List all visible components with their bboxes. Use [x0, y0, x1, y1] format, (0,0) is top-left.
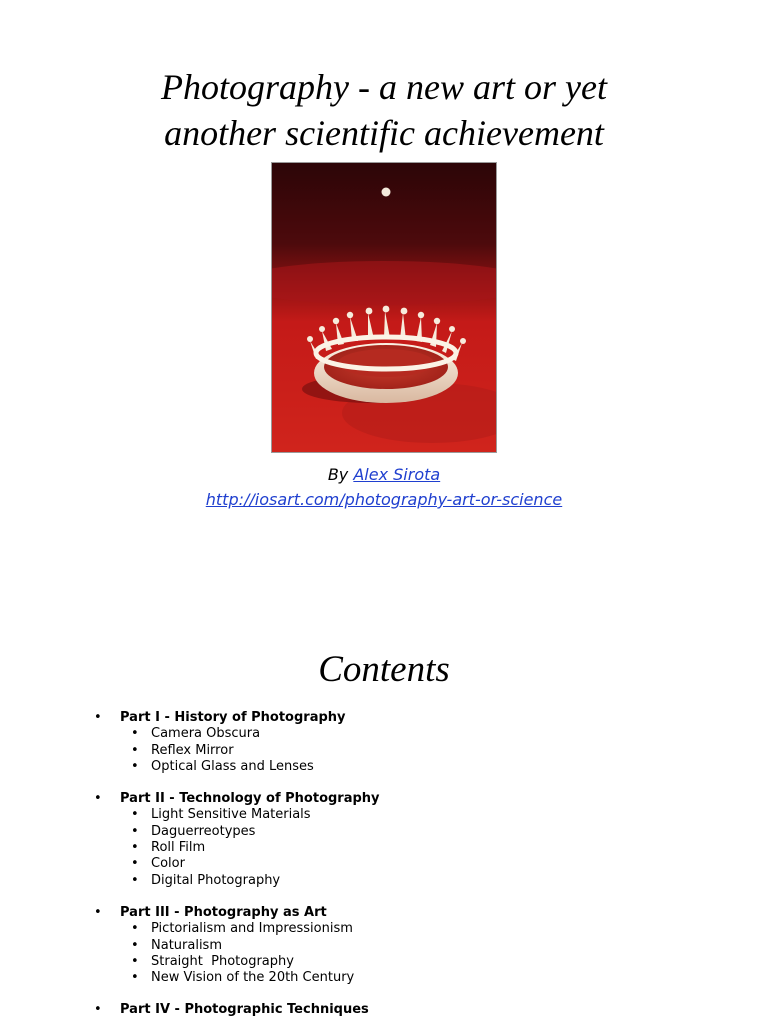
- document-title: [0, 64, 768, 156]
- toc-part-2: [120, 791, 740, 889]
- toc-item: • New Vision of the 20th Century: [151, 970, 740, 986]
- toc-item: • Camera Obscura: [151, 726, 740, 742]
- table-of-contents: [120, 710, 740, 1024]
- toc-item: • Color: [151, 856, 740, 872]
- toc-part-items: [120, 726, 740, 775]
- toc-item: • Optical Glass and Lenses: [151, 759, 740, 775]
- toc-part-label: • Part IV - Photographic Techniques: [120, 1002, 369, 1018]
- toc-item: • Daguerreotypes: [151, 824, 740, 840]
- toc-item: • Pictorialism and Impressionism: [151, 921, 740, 937]
- title-line-2: another scientific achievement: [164, 113, 604, 153]
- toc-item: • Naturalism: [151, 938, 740, 954]
- toc-part-label: • Part II - Technology of Photography: [120, 791, 380, 807]
- byline-prefix: By: [327, 465, 354, 484]
- toc-part-items: [120, 921, 740, 986]
- toc-part-items: [120, 807, 740, 888]
- author-link[interactable]: Alex Sirota: [353, 465, 441, 484]
- toc-item: • Digital Photography: [151, 873, 740, 889]
- contents-heading: Contents: [318, 649, 450, 690]
- source-url-link[interactable]: http://iosart.com/photography-art-or-science: [205, 490, 563, 509]
- toc-part-1: [120, 710, 740, 775]
- toc-part-label: • Part III - Photography as Art: [120, 904, 327, 920]
- source-url-line: [0, 487, 768, 512]
- byline: [0, 462, 768, 487]
- toc-part-3: [120, 905, 740, 986]
- toc-part-4: [120, 1002, 740, 1018]
- toc-item: • Light Sensitive Materials: [151, 807, 740, 823]
- toc-item: • Reflex Mirror: [151, 743, 740, 759]
- toc-item: • Straight Photography: [151, 954, 740, 970]
- milk-drop-coronet-photo: [271, 162, 497, 453]
- toc-item: • Roll Film: [151, 840, 740, 856]
- toc-part-label: • Part I - History of Photography: [120, 710, 346, 725]
- title-line-1: Photography - a new art or yet: [161, 67, 607, 107]
